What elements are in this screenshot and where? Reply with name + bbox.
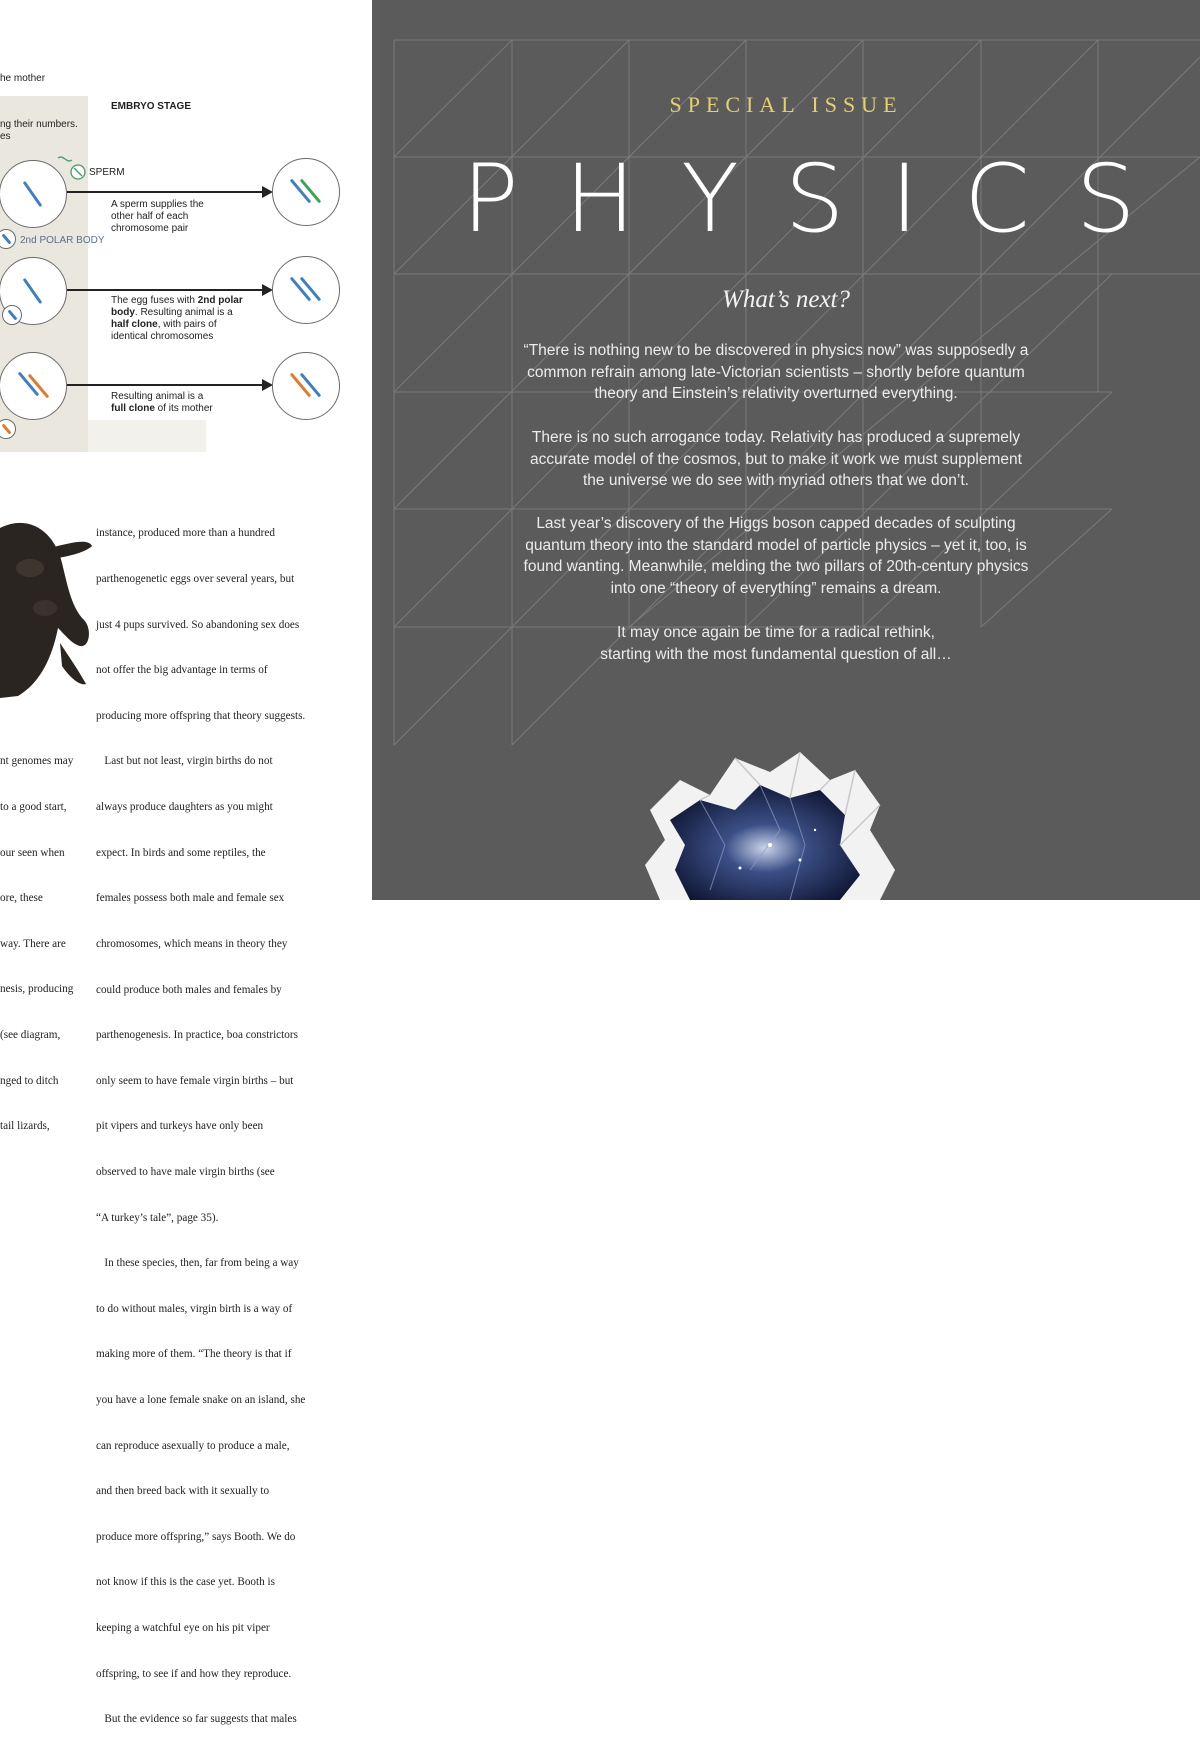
chromosome — [7, 309, 17, 320]
caption-half-clone — [111, 295, 243, 343]
text-line: making more of them. “The theory is that if — [96, 1348, 292, 1361]
embryo-stage-label: EMBRYO STAGE — [111, 101, 192, 112]
text-line: can reproduce asexually to produce a male, — [96, 1439, 290, 1452]
text-line: parthenogenesis. In practice, boa constrictors — [96, 1029, 298, 1042]
arrow-2 — [67, 289, 263, 291]
text-line: tail lizards, — [0, 1120, 50, 1133]
text-line: nged to ditch — [0, 1074, 59, 1087]
caption-line: identical chromosomes — [111, 331, 214, 342]
text-line: could produce both males and females by — [96, 983, 282, 996]
diagram-header-fragment: he mother — [0, 73, 46, 84]
chromosome — [1, 233, 11, 244]
caption-text: The egg fuses with — [111, 295, 198, 306]
caption-line — [111, 403, 213, 415]
caption-line: chromosome pair — [111, 223, 189, 234]
text-line: not know if this is the case yet. Booth is — [96, 1576, 275, 1589]
caption-full-clone — [111, 391, 213, 415]
text-line: expect. In birds and some reptiles, the — [96, 846, 266, 859]
paragraph-3: Last year’s discovery of the Higgs boson capped decades of sculpting quantum theory into the standard model of particle physics – yet it, too, is found wanting. Meanwhile, melding the two pillars of 20th-century physics into one “theory of everything” remains a dream. — [523, 515, 1029, 597]
text-line: not offer the big advantage in terms of — [96, 664, 268, 677]
text-line: ore, these — [0, 892, 43, 905]
caption-bold: body — [111, 307, 135, 318]
embryo-cell-1 — [272, 158, 340, 226]
page-title: PHYSICS — [462, 145, 1182, 254]
text-line: chromosomes, which means in theory they — [96, 937, 288, 950]
polar-body-fused — [2, 305, 22, 325]
text-line: keeping a watchful eye on his pit viper — [96, 1622, 270, 1635]
caption-line — [111, 319, 243, 331]
text-line: Last but not least, virgin births do not — [96, 755, 273, 768]
arrow-1 — [67, 191, 263, 193]
paragraph-1: “There is nothing new to be discovered in physics now” was supposedly a common refrain among late-Victorian scientists – shortly before quantum theory and Einstein’s relativity overturned everything. — [523, 342, 1029, 402]
text-line: pit vipers and turkeys have only been — [96, 1120, 264, 1133]
diagram-intro-line2: es — [0, 131, 11, 142]
text-line: (see diagram, — [0, 1029, 61, 1042]
caption-line — [111, 307, 243, 319]
right-page-cover — [372, 0, 1200, 900]
egg-cell-1 — [0, 160, 67, 228]
arrow-3 — [67, 384, 263, 386]
caption-bold: half clone — [111, 319, 158, 330]
text-line: nt genomes may — [0, 755, 74, 768]
text-line: females possess both male and female sex — [96, 892, 285, 905]
text-line: In these species, then, far from being a way — [96, 1257, 299, 1270]
text-line: instance, produced more than a hundred — [96, 527, 275, 540]
paragraph-4: It may once again be time for a radical rethink, starting with the most fundamental question of all… — [600, 624, 952, 663]
embryo-cell-2 — [272, 256, 340, 324]
text-line: produce more offspring,” says Booth. We do — [96, 1530, 296, 1543]
text-line: always produce daughters as you might — [96, 801, 273, 814]
caption-bold: full clone — [111, 403, 155, 414]
text-line: just 4 pups survived. So abandoning sex does — [96, 618, 300, 631]
text-line: nesis, producing — [0, 983, 74, 996]
article-column-left — [0, 724, 73, 1165]
caption-line: A sperm supplies the — [111, 199, 204, 210]
polar-body-label: 2nd POLAR BODY — [20, 235, 105, 246]
crumpled-paper-image — [640, 750, 940, 900]
caption-bold: 2nd polar — [197, 295, 243, 306]
text-line: offspring, to see if and how they reproduce. — [96, 1667, 292, 1680]
sperm-label: SPERM — [89, 167, 125, 178]
text-line: producing more offspring that theory suggests. — [96, 709, 306, 722]
chromosome — [1, 423, 11, 434]
text-line: But the evidence so far suggests that males — [96, 1713, 297, 1726]
chromosome — [23, 181, 43, 207]
caption-line: Resulting animal is a — [111, 391, 204, 402]
text-line: to do without males, virgin birth is a way of — [96, 1302, 293, 1315]
egg-cell-3 — [0, 352, 67, 420]
paragraph-2: There is no such arrogance today. Relativity has produced a supremely accurate model of the cosmos, but to make it work we must supplement the universe we do see with myriad others that we don’t. — [530, 429, 1022, 489]
article-column-right — [96, 496, 305, 1758]
page-link-line[interactable]: “A turkey’s tale”, page 35). — [96, 1211, 219, 1224]
chromosome — [23, 278, 43, 304]
caption-line — [111, 295, 243, 307]
text-line: only seem to have female virgin births – but — [96, 1074, 294, 1087]
text-line: you have a lone female snake on an island, she — [96, 1393, 306, 1406]
caption-line: other half of each — [111, 211, 189, 222]
embryo-cell-3 — [272, 352, 340, 420]
caption-text: of its mother — [154, 403, 213, 414]
salamander-photo — [0, 508, 95, 698]
caption-text: . Resulting animal is a — [134, 307, 233, 318]
text-line: observed to have male virgin births (see — [96, 1165, 275, 1178]
diagram-intro-line1: ng their numbers. — [0, 119, 78, 130]
special-issue-kicker: SPECIAL ISSUE — [669, 92, 903, 117]
caption-sperm — [111, 199, 204, 235]
text-line: to a good start, — [0, 801, 67, 814]
subtitle: What’s next? — [722, 286, 850, 313]
text-line: our seen when — [0, 846, 65, 859]
text-line: and then breed back with it sexually to — [96, 1485, 270, 1498]
left-page — [0, 0, 372, 1726]
text-line: parthenogenetic eggs over several years, but — [96, 573, 295, 586]
caption-text: , with pairs of — [157, 319, 217, 330]
text-line: way. There are — [0, 937, 66, 950]
diagram-panel-bottom — [88, 420, 206, 452]
